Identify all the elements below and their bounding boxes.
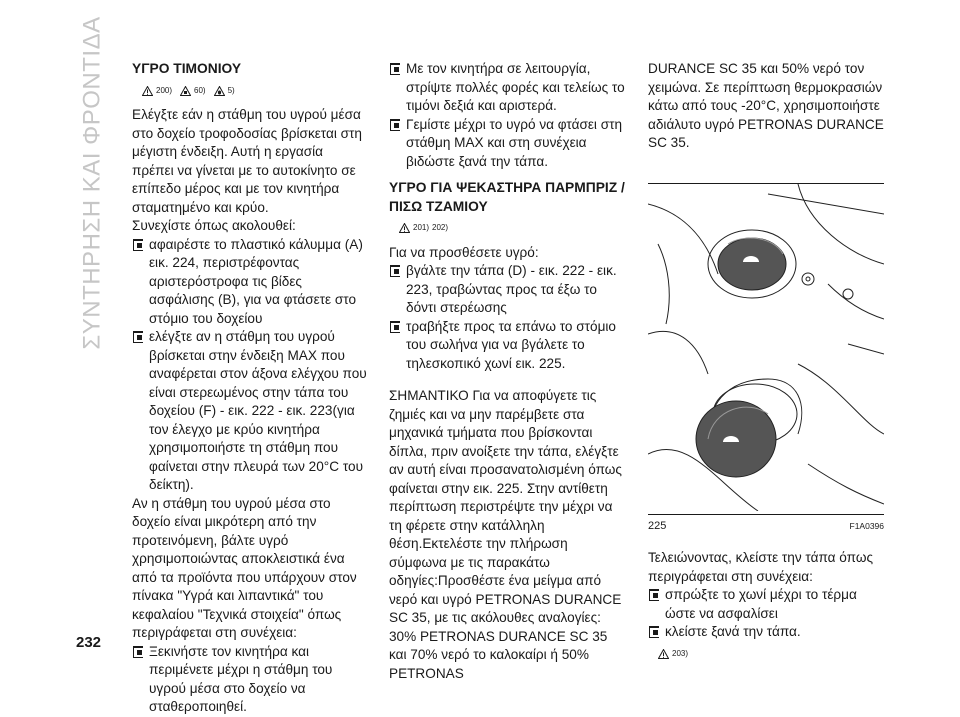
paragraph: Για να προσθέσετε υγρό: (389, 244, 539, 260)
warning-triangle-icon (658, 649, 669, 659)
figure-number: 225 (648, 519, 667, 532)
section-heading-power-steering: ΥΓΡΟ ΤΙΜΟΝΙΟΥ (132, 61, 242, 76)
washer-reservoir-illustration (648, 184, 884, 511)
bullet-marker-icon (132, 331, 144, 342)
bullet-marker-icon (648, 589, 660, 600)
page-number: 232 (76, 634, 102, 651)
important-notice: ΣΗΜΑΝΤΙΚΟ Για να αποφύγετε τις ζημιές και να μην παρέμβετε στα μηχανικά τμήματα που βρίσκονται δίπλα, πριν ανοίξετε την τάπα, ελέγξτε αν αυτή είναι προσανατολισμένη όπως φαίνεται στην εικ. 225. Στην αντίθετη περίπτωση περιστρέψτε την μέχρι να τη φέρετε στην κατάλληλη θέση.Εκτελέστε την πλήρωση σύμφωνα με τις παρακάτω οδηγίες:Προσθέστε ένα μείγμα από νερό και υγρό PETRONAS DURANCE SC 35, με τις ακόλουθες αναλογίες: 30% PETRONAS DURANCE SC 35 και 70% νερό το καλοκαίρι ή 50% PETRONAS (389, 388, 622, 681)
side-chapter-title (78, 16, 108, 350)
warning-triangle-icon (142, 86, 153, 96)
warning-ref: 201) 202) (399, 219, 448, 238)
warning-refs (142, 82, 367, 101)
instruction-bullet: σπρώξτε το χωνί μέχρι το τέρμα ώστε να ασφαλίσει (648, 586, 884, 623)
warning-ref: 60) (180, 82, 206, 101)
bullet-marker-icon (132, 646, 144, 657)
paragraph: Συνεχίστε όπως ακολουθεί: (132, 218, 296, 233)
bullet-marker-icon (389, 265, 401, 276)
warning-ref: 5) (214, 82, 235, 101)
warning-triangle-icon (399, 223, 410, 233)
column-1 (132, 60, 367, 717)
warning-refs (399, 219, 627, 238)
warning-refs (658, 645, 884, 664)
paragraph: Αν η στάθμη του υγρού μέσα στο δοχείο είναι μικρότερη από την προτεινόμενη, βάλτε υγρό χρησιμοποιώντας αποκλειστικά ένα από τα προϊόντα που υπάρχουν στον πίνακα "Υγρά και λιπαντικά" του κεφαλαίου "Τεχνικά στοιχεία" όπως περιγράφεται στη συνέχεια: (132, 495, 357, 640)
bullet-marker-icon (648, 626, 660, 637)
figure-225 (648, 183, 884, 515)
instruction-bullet: ελέγξτε αν η στάθμη του υγρού βρίσκεται στην ένδειξη MAX που αναφέρεται στον άξονα ελέγχου που είναι στερεωμένος στην τάπα του δοχείου (F) - εικ. 222 - εικ. 223(για τον έλεγχο με κρύο κινητήρα χρησιμοποιήστε τη στάθμη που φαίνεται στην πλευρά των 20°C του δείκτη). (132, 328, 367, 495)
paragraph: DURANCE SC 35 και 50% νερό τον χειμώνα. Σε περίπτωση θερμοκρασιών κάτω από τους -20°C, χρησιμοποιήστε αδιάλυτο υγρό PETRONAS DURANCE SC 35. (648, 61, 884, 150)
environment-leaf-icon (214, 86, 225, 96)
column-2 (389, 60, 627, 683)
instruction-bullet: Γεμίστε μέχρι το υγρό να φτάσει στη στάθμη MAX και στη συνέχεια βιδώστε ξανά την τάπα. (389, 116, 627, 172)
warning-ref: 203) (658, 645, 688, 664)
instruction-bullet: βγάλτε την τάπα (D) - εικ. 222 - εικ. 223, τραβώντας προς τα έξω το δόντι στερέωσης (389, 262, 627, 318)
section-heading-washer-fluid: ΥΓΡΟ ΓΙΑ ΨΕΚΑΣΤΗΡΑ ΠΑΡΜΠΡΙΖ / ΠΙΣΩ ΤΖΑΜΙΟΥ (389, 180, 625, 214)
instruction-bullet: Με τον κινητήρα σε λειτουργία, στρίψτε πολλές φορές και τελείως το τιμόνι δεξιά και αριστερά. (389, 60, 627, 116)
warning-ref: 200) (142, 82, 172, 101)
figure-code: F1A0396 (849, 520, 884, 531)
bullet-marker-icon (389, 119, 401, 130)
bullet-marker-icon (389, 321, 401, 332)
figure-caption (648, 517, 884, 536)
paragraph: Ελέγξτε εάν η στάθμη του υγρού μέσα στο δοχείο τροφοδοσίας βρίσκεται στη μέγιστη ένδειξη. Αυτή η εργασία πρέπει να γίνεται με το αυτοκίνητο σε επίπεδο μέρος και με τον κινητήρα σταματημένο και κρύο. (132, 107, 362, 215)
instruction-bullet: αφαιρέστε το πλαστικό κάλυμμα (A) εικ. 224, περιστρέφοντας αριστερόστροφα τις βίδες ασφάλισης (B), για να φτάσετε στο στόμιο του δοχείου (132, 236, 367, 329)
instruction-bullet: τραβήξτε προς τα επάνω το στόμιο του σωλήνα για να βγάλετε το τηλεσκοπικό χωνί εικ. 225. (389, 318, 627, 374)
instruction-bullet: Ξεκινήστε τον κινητήρα και περιμένετε μέχρι η στάθμη του υγρού μέσα στο δοχείο να σταθεροποιηθεί. (132, 643, 367, 717)
column-3 (648, 60, 884, 669)
bullet-marker-icon (389, 63, 401, 74)
side-chapter-title-text: ΣΥΝΤΗΡΗΣΗ ΚΑΙ ΦΡΟΝΤΙΔΑ (79, 16, 106, 350)
instruction-bullet: κλείστε ξανά την τάπα. (648, 623, 884, 642)
caution-hand-icon (180, 86, 191, 96)
bullet-marker-icon (132, 239, 144, 250)
paragraph: Τελειώνοντας, κλείστε την τάπα όπως περιγράφεται στη συνέχεια: (648, 550, 874, 584)
